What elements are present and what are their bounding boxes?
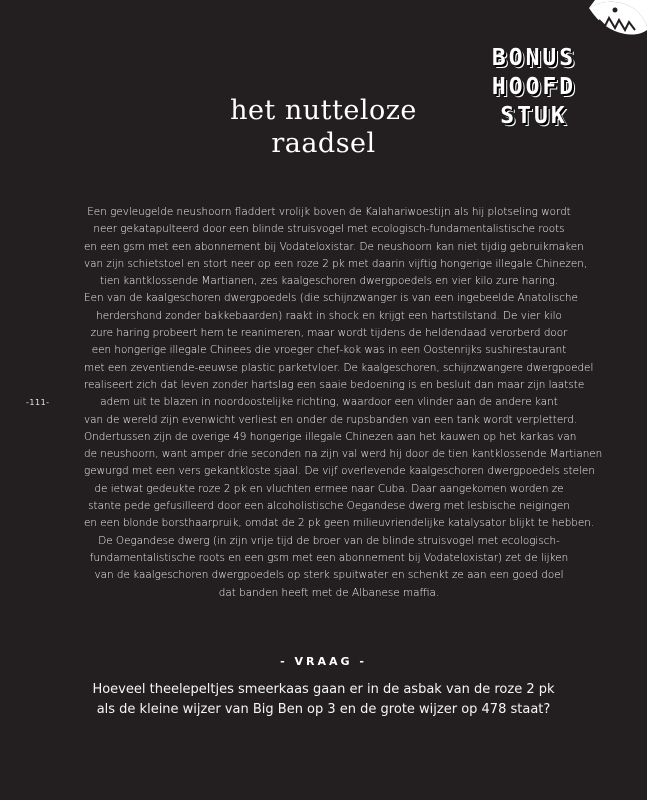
badge-line: HOOFD bbox=[491, 74, 577, 100]
text-line: een hongerige illegale Chinees die vroeger chef-kok was in een Oostenrijks sushirestaurant bbox=[91, 344, 567, 357]
text-line: van de wereld zijn evenwicht verliest en onder de rupsbanden van een tank wordt verpletterd. bbox=[84, 413, 578, 426]
question-line: Hoeveel theelepeltjes smeerkaas gaan er in de asbak van de roze 2 pk bbox=[92, 682, 555, 697]
text-line: stante pede gefusilleerd door een alcoholistische Oegandese dwerg met lesbische neigingen bbox=[88, 500, 570, 513]
text-line: en een blonde borsthaarpruik, omdat de 2 pk geen milieuvriendelijke katalysator blijkt te hebben. bbox=[84, 517, 595, 530]
question-heading: - VRAAG - bbox=[280, 655, 367, 668]
text-line: van zijn schietstoel en stort neer op een roze 2 pk met daarin vijftig hongerige illegale Chinezen, bbox=[84, 257, 588, 270]
shark-icon bbox=[585, 0, 647, 48]
page-number: -111- bbox=[26, 398, 50, 407]
title-line: het nutteloze bbox=[230, 95, 417, 126]
text-line: Een gevleugelde neushoorn fladdert vrolijk boven de Kalahariwoestijn als hij plotseling wordt bbox=[87, 206, 571, 218]
text-line: tien kantklossende Martianen, zes kaalgeschoren dwergpoedels en vier kilo zure haring. bbox=[99, 275, 559, 288]
text-line: gewurgd met een vers gekantkloste sjaal. De vijf overlevende kaalgeschoren dwergpoedels stelen bbox=[84, 465, 595, 478]
badge-line: BONUS bbox=[491, 45, 577, 71]
text-line: van de kaalgeschoren dwergpoedels op sterk spuitwater en schenkt ze aan een goed doel bbox=[94, 569, 564, 582]
badge-line: STUK bbox=[500, 103, 568, 129]
text-line: Ondertussen zijn de overige 49 hongerige illegale Chinezen aan het kauwen op het karkas van bbox=[84, 430, 577, 443]
chapter-title bbox=[0, 94, 647, 160]
text-line: neer gekatapulteerd door een blinde struisvogel met ecologisch-fundamentalistische roots bbox=[93, 223, 565, 236]
question-line: als de kleine wijzer van Big Ben op 3 en de grote wijzer op 478 staat? bbox=[96, 702, 551, 717]
text-line: De Oegandese dwerg (in zijn vrije tijd de broer van de blinde struisvogel met ecologisch- bbox=[98, 534, 560, 547]
text-line: adem uit te blazen in noordoostelijke richting, waardoor een vlinder aan de andere kant bbox=[100, 396, 558, 409]
title-line: raadsel bbox=[271, 128, 376, 159]
text-line: fundamentalistische roots en een gsm met een abonnement bij Vodateloxistar) zet de lijken bbox=[89, 551, 569, 564]
text-line: de ietwat gedeukte roze 2 pk en vluchten ermee naar Cuba. Daar aangekomen worden ze bbox=[94, 482, 564, 495]
text-line: Een van de kaalgeschoren dwergpoedels (die schijnzwanger is van een ingebeelde Anatolische bbox=[84, 292, 578, 305]
story-text bbox=[84, 204, 603, 602]
riddle-question bbox=[0, 680, 647, 720]
text-line: met een zeventiende-eeuwse plastic parketvloer. De kaalgeschoren, schijnzwangere dwergpoedel bbox=[84, 361, 594, 374]
text-line: realiseert zich dat leven zonder hartslag een saaie bedoening is en besluit dan maar zijn laatste bbox=[84, 378, 585, 391]
text-line: herdershond zonder bakkebaarden) raakt in shock en krijgt een hartstilstand. De vier kilo bbox=[96, 309, 562, 322]
text-line: de neushoorn, want amper drie seconden na zijn val werd hij door de tien kantklossende Martianen bbox=[84, 448, 603, 461]
text-line: en een gsm met een abonnement bij Vodateloxistar. De neushoorn kan niet tijdig gebruikmaken bbox=[84, 240, 584, 253]
text-line: zure haring probeert hem te reanimeren, maar wordt tijdens de heldendaad verorberd door bbox=[90, 327, 568, 340]
text-line: dat banden heeft met de Albanese maffia. bbox=[218, 586, 440, 599]
